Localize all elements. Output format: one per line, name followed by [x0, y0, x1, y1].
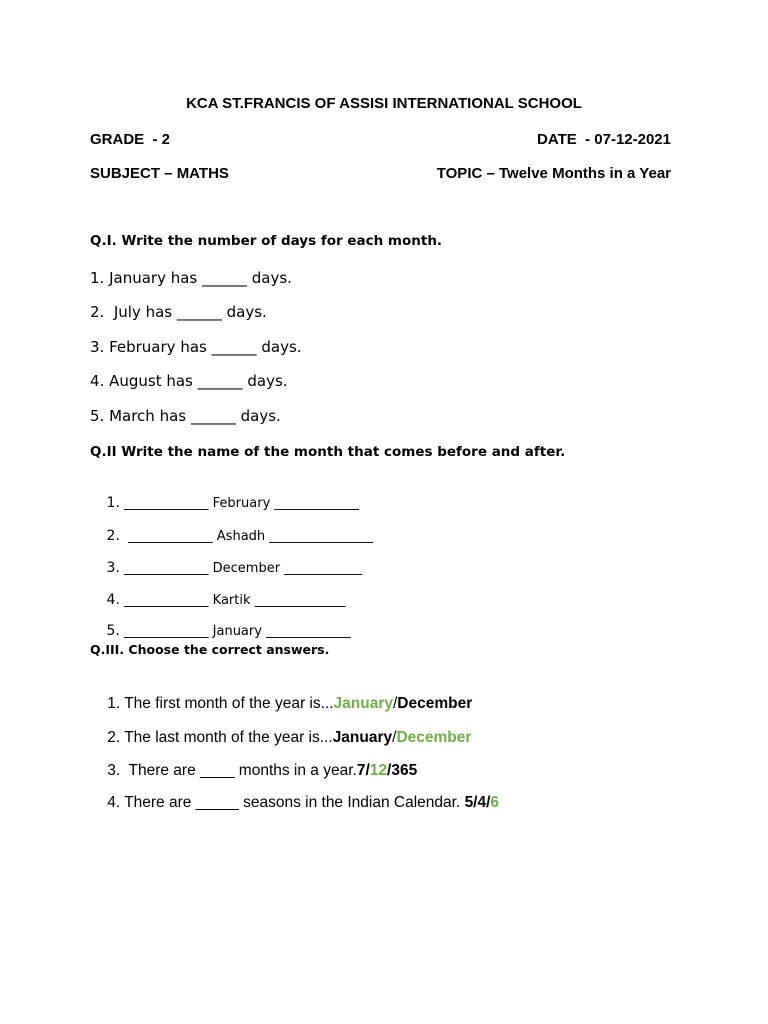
subject-label: SUBJECT – MATHS [90, 165, 229, 182]
question-2-heading: Q.II Write the name of the month that comes before and after. [90, 444, 566, 460]
item-text: _____________ January _____________ [119, 624, 351, 639]
item-text: 4. There are _____ seasons in the Indian Calendar. [107, 793, 465, 811]
answer-option: December [397, 694, 473, 712]
item-number: 3. [106, 560, 120, 576]
school-name: KCA ST.FRANCIS OF ASSISI INTERNATIONAL SCHOOL [186, 95, 582, 112]
answer-option-correct: 12 [369, 761, 388, 779]
answer-option: 365 [391, 761, 418, 779]
item-number: 4. [106, 592, 120, 608]
question-1-heading: Q.I. Write the number of days for each month. [90, 233, 443, 249]
topic-label: TOPIC – Twelve Months in a Year [436, 165, 671, 182]
answer-option-correct: 6 [490, 793, 500, 811]
item-number: 1. [106, 495, 120, 511]
item-text: 2. The last month of the year is... [107, 728, 333, 746]
item-text: 3. There are ____ months in a year. [107, 761, 357, 779]
question-3-item [90, 779, 499, 826]
option-separator: / [392, 728, 397, 746]
grade-label: GRADE - 2 [90, 131, 171, 148]
item-text: 1. The first month of the year is... [107, 694, 334, 712]
item-text: _____________ Ashadh ________________ [119, 529, 374, 544]
date-label: DATE - 07-12-2021 [537, 131, 671, 148]
question-3-heading: Q.III. Choose the correct answers. [90, 642, 330, 657]
question-1-item: 1. January has ______ days. [90, 269, 292, 287]
question-1-item: 4. August has ______ days. [90, 372, 288, 390]
question-1-item: 3. February has ______ days. [90, 338, 302, 356]
item-text: _____________ Kartik ______________ [119, 593, 346, 608]
answer-option: 7/ [356, 761, 370, 779]
option-separator: / [392, 694, 398, 712]
question-1-item: 2. July has ______ days. [90, 303, 267, 321]
item-number: 5. [106, 623, 120, 639]
answer-option: 5/4/ [464, 793, 491, 811]
answer-option: January [332, 728, 393, 746]
answer-option-correct: January [333, 694, 393, 712]
option-separator: / [387, 761, 392, 779]
item-text: _____________ December ____________ [119, 561, 363, 576]
question-1-item: 5. March has ______ days. [90, 407, 281, 425]
item-text: _____________ February _____________ [119, 496, 359, 511]
item-number: 2. [106, 528, 120, 544]
answer-option-correct: December [396, 728, 472, 746]
